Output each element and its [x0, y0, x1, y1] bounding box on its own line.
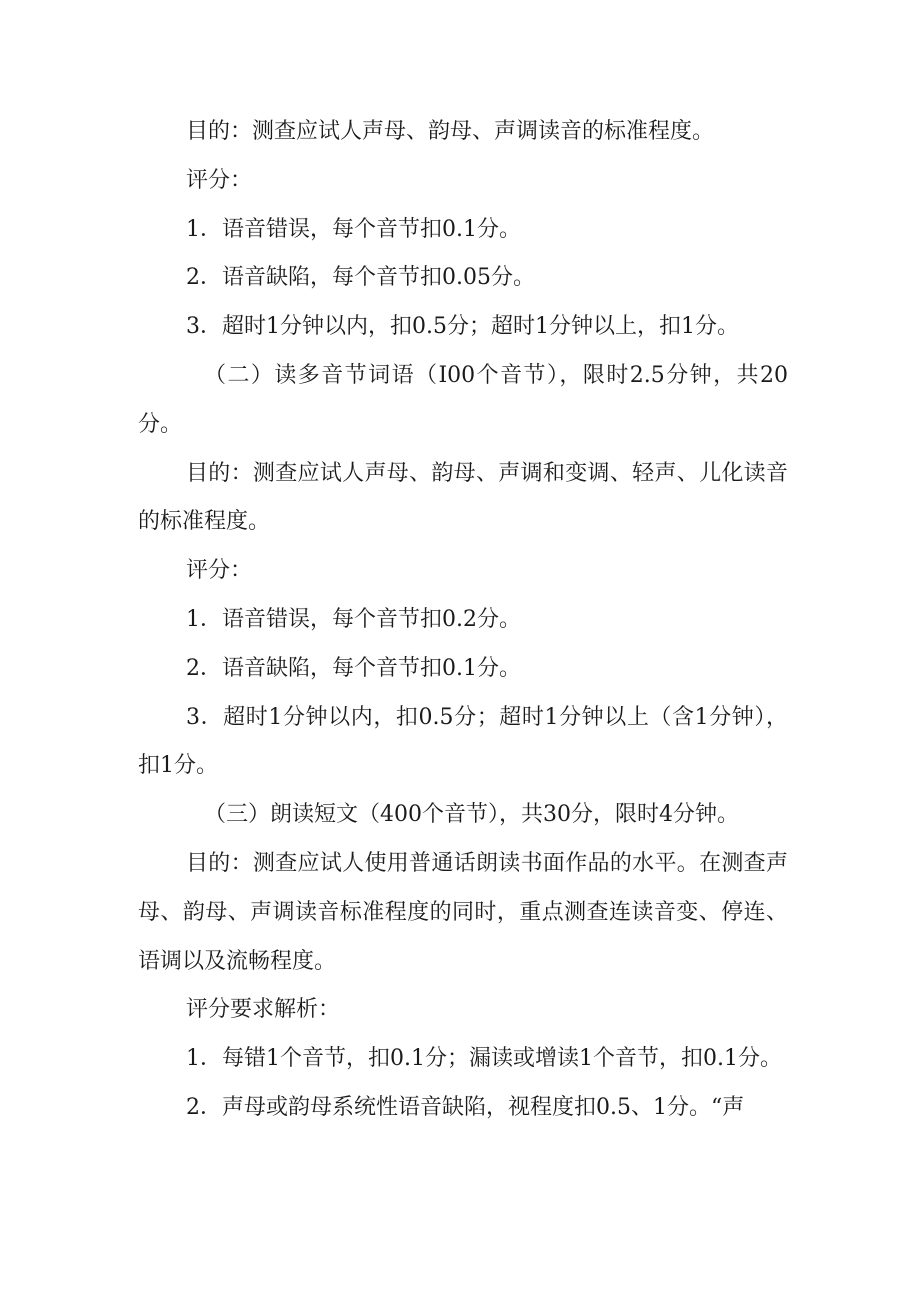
paragraph-rule-1-3: 3．超时1分钟以内，扣0.5分；超时1分钟以上，扣1分。 — [186, 314, 739, 340]
paragraph-rule-3-1: 1．每错1个音节，扣0.1分；漏读或增读1个音节，扣0.1分。 — [186, 1046, 782, 1072]
paragraph-rule-3-2: 2．声母或韵母系统性语音缺陷，视程度扣0.5、1分。“声 — [186, 1094, 745, 1120]
paragraph-purpose-2: 目的：测查应试人声母、韵母、声调和变调、轻声、儿化读音的标准程度。 — [138, 460, 788, 535]
section-heading-3: （三）朗读短文（400个音节），共30分，限时4分钟。 — [204, 802, 739, 828]
paragraph-rule-1-2: 2．语音缺陷，每个音节扣0.05分。 — [186, 265, 535, 291]
paragraph-scoring-label-3: 评分要求解析： — [186, 997, 341, 1023]
paragraph-rule-2-1: 1．语音错误，每个音节扣0.2分。 — [186, 606, 521, 632]
section-heading-2: （二）读多音节词语（I00个音节），限时2.5分钟，共20分。 — [138, 362, 788, 437]
document-page — [138, 108, 788, 1133]
paragraph-rule-2-2: 2．语音缺陷，每个音节扣0.1分。 — [186, 655, 521, 681]
paragraph-rule-2-3: 3．超时1分钟以内，扣0.5分；超时1分钟以上（含1分钟），扣1分。 — [138, 704, 788, 779]
paragraph-purpose-3: 目的：测查应试人使用普通话朗读书面作品的水平。在测查声母、韵母、声调读音标准程度的同时，重点测查连读音变、停连、语调以及流畅程度。 — [138, 850, 788, 974]
paragraph-purpose-1: 目的：测查应试人声母、韵母、声调读音的标准程度。 — [186, 119, 715, 144]
paragraph-rule-1-1: 1．语音错误，每个音节扣0.1分。 — [186, 216, 521, 242]
paragraph-scoring-label-2: 评分： — [186, 558, 253, 584]
paragraph-scoring-label-1: 评分： — [186, 167, 253, 193]
